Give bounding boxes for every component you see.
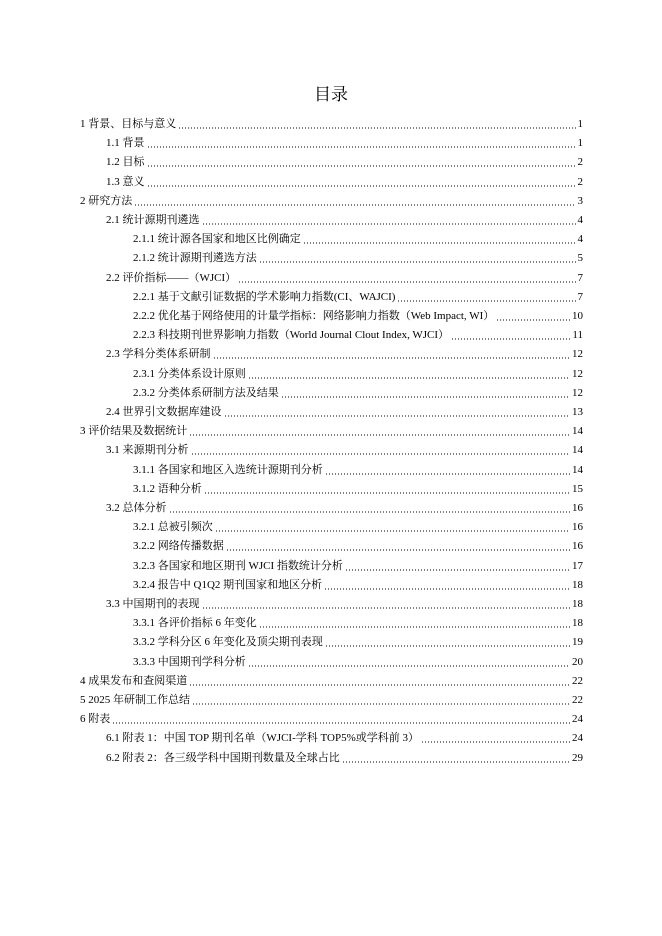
toc-entry-label: 2.2.3 科技期刊世界影响力指数（World Journal Clout Index, WJCI） [133,329,450,342]
toc-entry-label: 1.2 目标 [106,156,145,169]
toc-entry-page-number: 13 [572,406,583,418]
toc-entry-label: 3.2.2 网络传播数据 [133,540,224,553]
toc-entry[interactable] [133,630,583,649]
toc-entry[interactable] [106,150,583,169]
toc-entry-page-number: 12 [572,348,583,361]
toc-entry[interactable] [133,573,583,592]
toc-entry-label: 4 成果发布和查阅渠道 [80,674,188,687]
toc-dot-leader [342,761,570,763]
toc-entry[interactable] [133,554,583,573]
toc-entry[interactable] [133,611,583,630]
toc-entry-page-number: 14 [572,425,583,438]
toc-entry[interactable] [80,688,583,707]
toc-entry[interactable] [133,285,583,304]
toc-entry[interactable] [106,496,583,515]
toc-entry-page-number: 29 [572,751,583,764]
toc-dot-leader [147,165,576,167]
toc-entry-label: 1.1 背景 [106,137,145,150]
toc-entry[interactable] [106,208,583,227]
toc-dot-leader [192,703,570,705]
toc-entry-label: 2.1.2 统计源期刊遴选方法 [133,252,257,265]
toc-dot-leader [238,281,575,283]
toc-entry-page-number: 19 [572,636,583,649]
toc-entry-label: 6 附表 [80,713,111,726]
toc-entry-label: 3.1 来源期刊分析 [106,444,189,457]
toc-dot-leader [303,242,576,244]
toc-dot-leader [204,492,570,494]
toc-entry[interactable] [133,304,583,323]
toc-entry-page-number: 2 [577,156,583,169]
toc-entry-page-number: 10 [572,310,583,322]
toc-entry[interactable] [133,515,583,534]
toc-entry[interactable] [133,477,583,496]
toc-entry-label: 3.2 总体分析 [106,502,167,514]
toc-entry-page-number: 14 [572,463,583,476]
toc-entry-label: 3.3.2 学科分区 6 年变化及顶尖期刊表现 [133,636,323,649]
toc-entry-page-number: 16 [572,540,583,553]
toc-entry-label: 2.1.1 统计源各国家和地区比例确定 [133,233,301,246]
toc-entry-page-number: 14 [572,444,583,457]
toc-entry[interactable] [133,534,583,553]
toc-dot-leader [202,607,571,609]
toc-entry-page-number: 18 [572,617,583,630]
toc-dot-leader [147,185,576,187]
toc-dot-leader [451,338,570,340]
toc-entry-label: 3.1.1 各国家和地区入选统计源期刊分析 [133,463,323,476]
toc-dot-leader [147,146,576,148]
toc-dot-leader [324,588,570,590]
toc-entry-label: 2.2 评价指标——（WJCI） [106,271,237,284]
toc-entry-page-number: 18 [572,598,583,610]
toc-entry[interactable] [80,419,583,438]
toc-entry-page-number: 18 [572,578,583,591]
toc-entry-page-number: 1 [577,118,583,130]
toc-entry[interactable] [133,227,583,246]
toc-entry-label: 3.1.2 语种分析 [133,482,202,495]
toc-entry[interactable] [133,362,583,381]
toc-entry-page-number: 7 [577,290,583,303]
toc-entry-page-number: 24 [572,732,583,745]
toc-entry-label: 2.3 学科分类体系研制 [106,348,211,361]
toc-dot-leader [226,549,570,551]
toc-entry-page-number: 4 [577,214,583,226]
toc-entry[interactable] [106,400,583,419]
toc-entry-label: 2.3.2 分类体系研制方法及结果 [133,386,279,399]
toc-entry-label: 3.2.4 报告中 Q1Q2 期刊国家和地区分析 [133,578,323,591]
toc-dot-leader [248,377,570,379]
toc-entry-label: 1.3 意义 [106,175,145,188]
toc-entry-page-number: 11 [572,329,583,342]
toc-dot-leader [134,204,575,206]
toc-dot-leader [397,300,575,302]
toc-dot-leader [215,530,570,532]
toc-entry-label: 1 背景、目标与意义 [80,118,177,130]
toc-entry[interactable] [133,458,583,477]
toc-entry-label: 3.2.1 总被引频次 [133,521,213,534]
toc-entry-label: 6.1 附表 1：中国 TOP 期刊名单（WJCI-学科 TOP5%或学科前 3） [106,732,419,745]
toc-entry-page-number: 12 [572,386,583,399]
toc-entry[interactable] [106,266,583,285]
toc-entry[interactable] [106,592,583,611]
toc-entry-label: 2.2.2 优化基于网络使用的计量学指标：网络影响力指数（Web Impact, WI） [133,310,495,322]
toc-entry[interactable] [106,746,583,765]
toc-entry-page-number: 17 [572,559,583,572]
toc-entry-label: 2.4 世界引文数据库建设 [106,406,222,418]
toc-dot-leader [259,261,576,263]
toc-entry[interactable] [106,438,583,457]
toc-entry-label: 3.3.3 中国期刊学科分析 [133,655,246,668]
toc-entry-page-number: 20 [572,655,583,668]
toc-entry-page-number: 3 [577,194,583,207]
toc-entry-page-number: 15 [572,482,583,495]
toc-entry-label: 2.2.1 基于文献引证数据的学术影响力指数(CI、WAJCI) [133,290,396,303]
toc-entry[interactable] [80,189,583,208]
toc-entry[interactable] [106,131,583,150]
toc-entry-page-number: 16 [572,502,583,514]
toc-dot-leader [213,357,571,359]
toc-entry[interactable] [106,170,583,189]
page-title: 目录 [314,85,348,104]
toc-dot-leader [202,223,576,225]
toc-dot-leader [169,511,571,513]
toc-entry-label: 3.3.1 各评价指标 6 年变化 [133,617,257,630]
toc-entry-page-number: 7 [577,271,583,284]
toc-entry-page-number: 22 [572,674,583,687]
toc-dot-leader [259,626,570,628]
toc-entry-label: 6.2 附表 2：各三级学科中国期刊数量及全球占比 [106,751,340,764]
toc-entry[interactable] [106,726,583,745]
toc-entry[interactable] [133,246,583,265]
toc-entry-page-number: 12 [572,367,583,380]
toc-entry-page-number: 5 [577,252,583,265]
toc-dot-leader [112,722,570,724]
toc-dot-leader [325,645,570,647]
toc-entry-page-number: 24 [572,713,583,726]
toc-entry[interactable] [133,650,583,669]
toc-entry[interactable] [106,342,583,361]
toc-entry-label: 2.3.1 分类体系设计原则 [133,367,246,380]
toc-dot-leader [191,453,571,455]
toc-dot-leader [496,319,570,321]
toc-entry-label: 3.2.3 各国家和地区期刊 WJCI 指数统计分析 [133,559,343,572]
toc-dot-leader [224,415,571,417]
toc-dot-leader [281,396,570,398]
toc-entry-label: 3 评价结果及数据统计 [80,425,188,438]
toc-entry-page-number: 1 [577,137,583,150]
toc-entry[interactable] [80,669,583,688]
toc-dot-leader [345,569,570,571]
toc-dot-leader [189,434,570,436]
toc-dot-leader [248,665,570,667]
toc-entry-label: 5 2025 年研制工作总结 [80,694,190,706]
toc-entry-label: 3.3 中国期刊的表现 [106,598,200,610]
toc-entry-label: 2 研究方法 [80,194,133,207]
toc-entry[interactable] [133,381,583,400]
toc-dot-leader [178,127,575,129]
toc-entry[interactable] [80,707,583,726]
toc-entry-page-number: 16 [572,521,583,534]
toc-entry-label: 2.1 统计源期刊遴选 [106,214,200,226]
toc-dot-leader [325,473,570,475]
toc-entry-page-number: 22 [572,694,583,706]
toc-entry[interactable] [133,323,583,342]
toc-dot-leader [421,741,570,743]
toc-entry[interactable] [80,112,583,131]
toc-entry-page-number: 4 [577,233,583,246]
toc-entry-page-number: 2 [577,175,583,188]
toc-dot-leader [189,684,570,686]
